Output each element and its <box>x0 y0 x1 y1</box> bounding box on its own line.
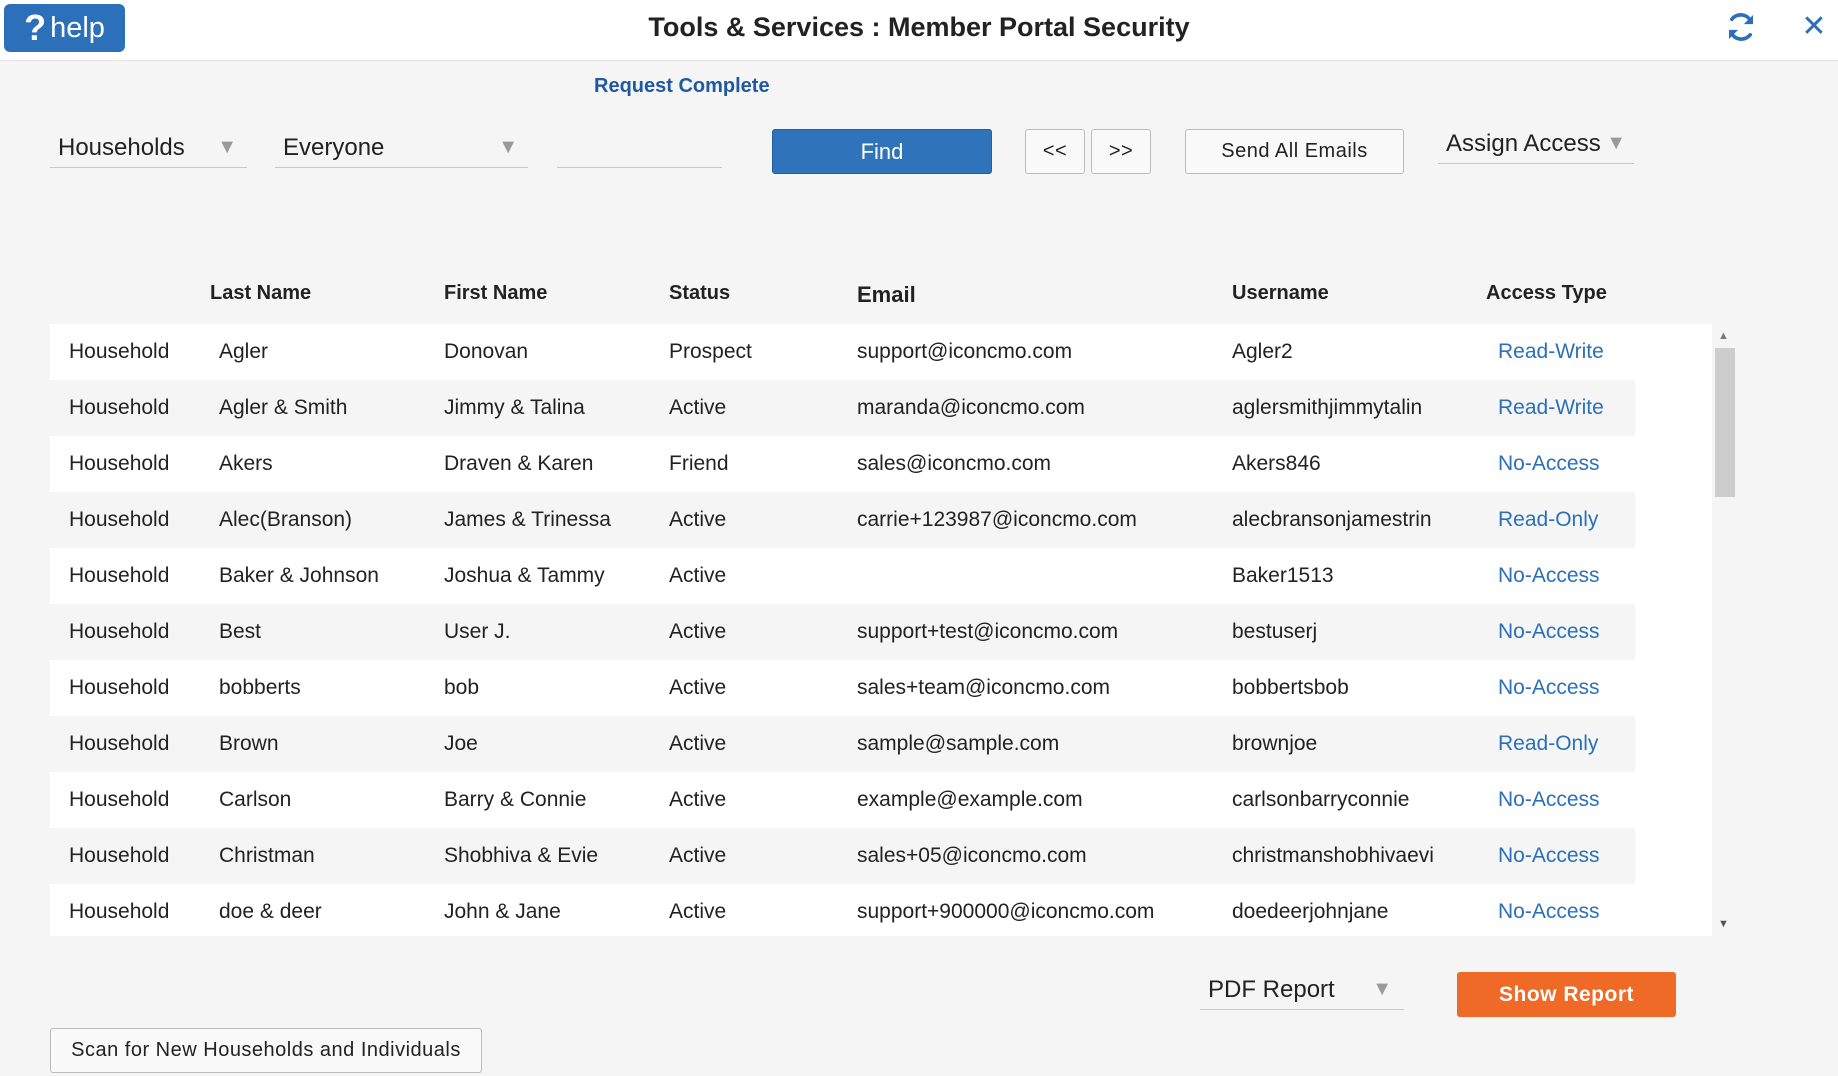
previous-page-button[interactable]: << <box>1025 129 1085 174</box>
type-cell: Household <box>69 732 170 755</box>
last-name-cell: Carlson <box>219 788 292 811</box>
first-name-cell: Jimmy & Talina <box>444 396 585 419</box>
email-cell: example@example.com <box>857 788 1083 811</box>
table-row[interactable] <box>50 716 1635 772</box>
status-cell: Active <box>669 844 727 867</box>
access-type-link[interactable]: No-Access <box>1498 564 1600 587</box>
access-type-link[interactable]: No-Access <box>1498 844 1600 867</box>
status-cell: Active <box>669 564 727 587</box>
first-name-cell: Donovan <box>444 340 529 363</box>
type-cell: Household <box>69 564 170 587</box>
email-cell: sales@iconcmo.com <box>857 452 1052 475</box>
dropdown-arrow-icon: ▼ <box>498 136 518 158</box>
show-report-button[interactable]: Show Report <box>1457 972 1676 1017</box>
column-header-access-type[interactable]: Access Type <box>1486 282 1607 304</box>
table-row[interactable] <box>50 884 1635 936</box>
email-cell: sales+05@iconcmo.com <box>857 844 1087 867</box>
assign-access-label: Assign Access <box>1446 130 1601 157</box>
last-name-cell: Baker & Johnson <box>219 564 379 587</box>
username-cell: bobbertsbob <box>1232 676 1349 699</box>
column-header-first-name[interactable]: First Name <box>444 282 548 304</box>
column-header-status[interactable]: Status <box>669 282 731 304</box>
report-format-value: PDF Report <box>1208 976 1335 1003</box>
table-row[interactable] <box>50 660 1635 716</box>
username-cell: carlsonbarryconnie <box>1232 788 1410 811</box>
type-select[interactable] <box>50 128 247 168</box>
first-name-cell: bob <box>444 676 480 699</box>
column-header-last-name[interactable]: Last Name <box>210 282 312 304</box>
first-name-cell: Shobhiva & Evie <box>444 844 599 867</box>
last-name-cell: Agler & Smith <box>219 396 348 419</box>
status-cell: Active <box>669 396 727 419</box>
last-name-cell: Best <box>219 620 262 643</box>
type-cell: Household <box>69 900 170 923</box>
email-cell: support@iconcmo.com <box>857 340 1073 363</box>
access-type-link[interactable]: No-Access <box>1498 900 1600 923</box>
table-row[interactable] <box>50 324 1635 380</box>
table-row[interactable] <box>50 604 1635 660</box>
email-cell: carrie+123987@iconcmo.com <box>857 508 1137 531</box>
access-type-link[interactable]: No-Access <box>1498 452 1600 475</box>
last-name-cell: Christman <box>219 844 315 867</box>
table-row[interactable] <box>50 828 1635 884</box>
status-cell: Active <box>669 900 727 923</box>
email-cell: support+900000@iconcmo.com <box>857 900 1155 923</box>
scan-households-button[interactable]: Scan for New Households and Individuals <box>50 1028 482 1073</box>
username-cell: christmanshobhivaevi <box>1232 844 1434 867</box>
table-row[interactable] <box>50 548 1635 604</box>
type-cell: Household <box>69 620 170 643</box>
scrollbar-thumb[interactable] <box>1715 348 1735 497</box>
type-cell: Household <box>69 844 170 867</box>
status-cell: Active <box>669 676 727 699</box>
dropdown-arrow-icon: ▼ <box>217 136 237 158</box>
access-type-link[interactable]: Read-Only <box>1498 732 1599 755</box>
type-cell: Household <box>69 788 170 811</box>
dropdown-arrow-icon: ▼ <box>1606 132 1626 154</box>
access-type-link[interactable]: No-Access <box>1498 620 1600 643</box>
last-name-cell: doe & deer <box>219 900 322 923</box>
table-row[interactable] <box>50 436 1635 492</box>
username-cell: Agler2 <box>1232 340 1293 363</box>
table-row[interactable] <box>50 380 1635 436</box>
members-table <box>50 324 1736 936</box>
first-name-cell: John & Jane <box>444 900 561 923</box>
status-cell: Active <box>669 508 727 531</box>
username-cell: Akers846 <box>1232 452 1321 475</box>
type-cell: Household <box>69 340 170 363</box>
dropdown-arrow-icon: ▼ <box>1372 978 1392 1000</box>
close-icon[interactable]: ✕ <box>1801 10 1827 43</box>
email-cell: sales+team@iconcmo.com <box>857 676 1110 699</box>
type-cell: Household <box>69 396 170 419</box>
table-scrollbar[interactable] <box>1712 324 1736 936</box>
email-cell: sample@sample.com <box>857 732 1060 755</box>
status-cell: Active <box>669 732 727 755</box>
username-cell: doedeerjohnjane <box>1232 900 1389 923</box>
find-button[interactable]: Find <box>772 129 992 174</box>
scroll-down-arrow-icon[interactable]: ▼ <box>1718 918 1729 930</box>
username-cell: alecbransonjamestrin <box>1232 508 1432 531</box>
access-type-link[interactable]: Read-Write <box>1498 340 1604 363</box>
access-type-link[interactable]: Read-Write <box>1498 396 1604 419</box>
first-name-cell: Joshua & Tammy <box>444 564 605 587</box>
first-name-cell: Barry & Connie <box>444 788 587 811</box>
username-cell: Baker1513 <box>1232 564 1334 587</box>
first-name-cell: Joe <box>444 732 478 755</box>
last-name-cell: Agler <box>219 340 269 363</box>
search-input[interactable] <box>557 128 722 168</box>
username-cell: aglersmithjimmytalin <box>1232 396 1423 419</box>
email-cell: support+test@iconcmo.com <box>857 620 1119 643</box>
table-row[interactable] <box>50 492 1635 548</box>
report-format-select[interactable] <box>1200 970 1404 1010</box>
type-cell: Household <box>69 508 170 531</box>
column-header-email[interactable]: Email <box>857 282 916 307</box>
status-cell: Friend <box>669 452 729 475</box>
status-cell: Active <box>669 788 727 811</box>
next-page-button[interactable]: >> <box>1091 129 1151 174</box>
email-cell: maranda@iconcmo.com <box>857 396 1085 419</box>
type-select-value: Households <box>58 134 185 161</box>
username-cell: bestuserj <box>1232 620 1318 643</box>
group-select-value: Everyone <box>283 134 385 161</box>
page-title: Tools & Services : Member Portal Security <box>648 12 1190 42</box>
table-row[interactable] <box>50 772 1635 828</box>
refresh-icon[interactable] <box>1724 10 1758 44</box>
access-type-link[interactable]: No-Access <box>1498 676 1600 699</box>
first-name-cell: User J. <box>444 620 511 643</box>
question-icon: ? <box>24 7 47 48</box>
help-label: help <box>50 11 105 44</box>
first-name-cell: Draven & Karen <box>444 452 594 475</box>
access-type-link[interactable]: No-Access <box>1498 788 1600 811</box>
group-select[interactable] <box>275 128 528 168</box>
type-cell: Household <box>69 452 170 475</box>
column-header-username[interactable]: Username <box>1232 282 1329 304</box>
last-name-cell: Akers <box>219 452 273 475</box>
type-cell: Household <box>69 676 170 699</box>
assign-access-select[interactable] <box>1438 124 1634 164</box>
status-cell: Active <box>669 620 727 643</box>
username-cell: brownjoe <box>1232 732 1318 755</box>
status-message: Request Complete <box>594 75 770 97</box>
first-name-cell: James & Trinessa <box>444 508 611 531</box>
status-cell: Prospect <box>669 340 752 363</box>
send-all-emails-button[interactable]: Send All Emails <box>1185 129 1404 174</box>
title-bar <box>0 0 1838 61</box>
scroll-up-arrow-icon[interactable]: ▲ <box>1718 330 1729 342</box>
access-type-link[interactable]: Read-Only <box>1498 508 1599 531</box>
last-name-cell: Brown <box>219 732 279 755</box>
last-name-cell: Alec(Branson) <box>219 508 353 531</box>
last-name-cell: bobberts <box>219 676 301 699</box>
